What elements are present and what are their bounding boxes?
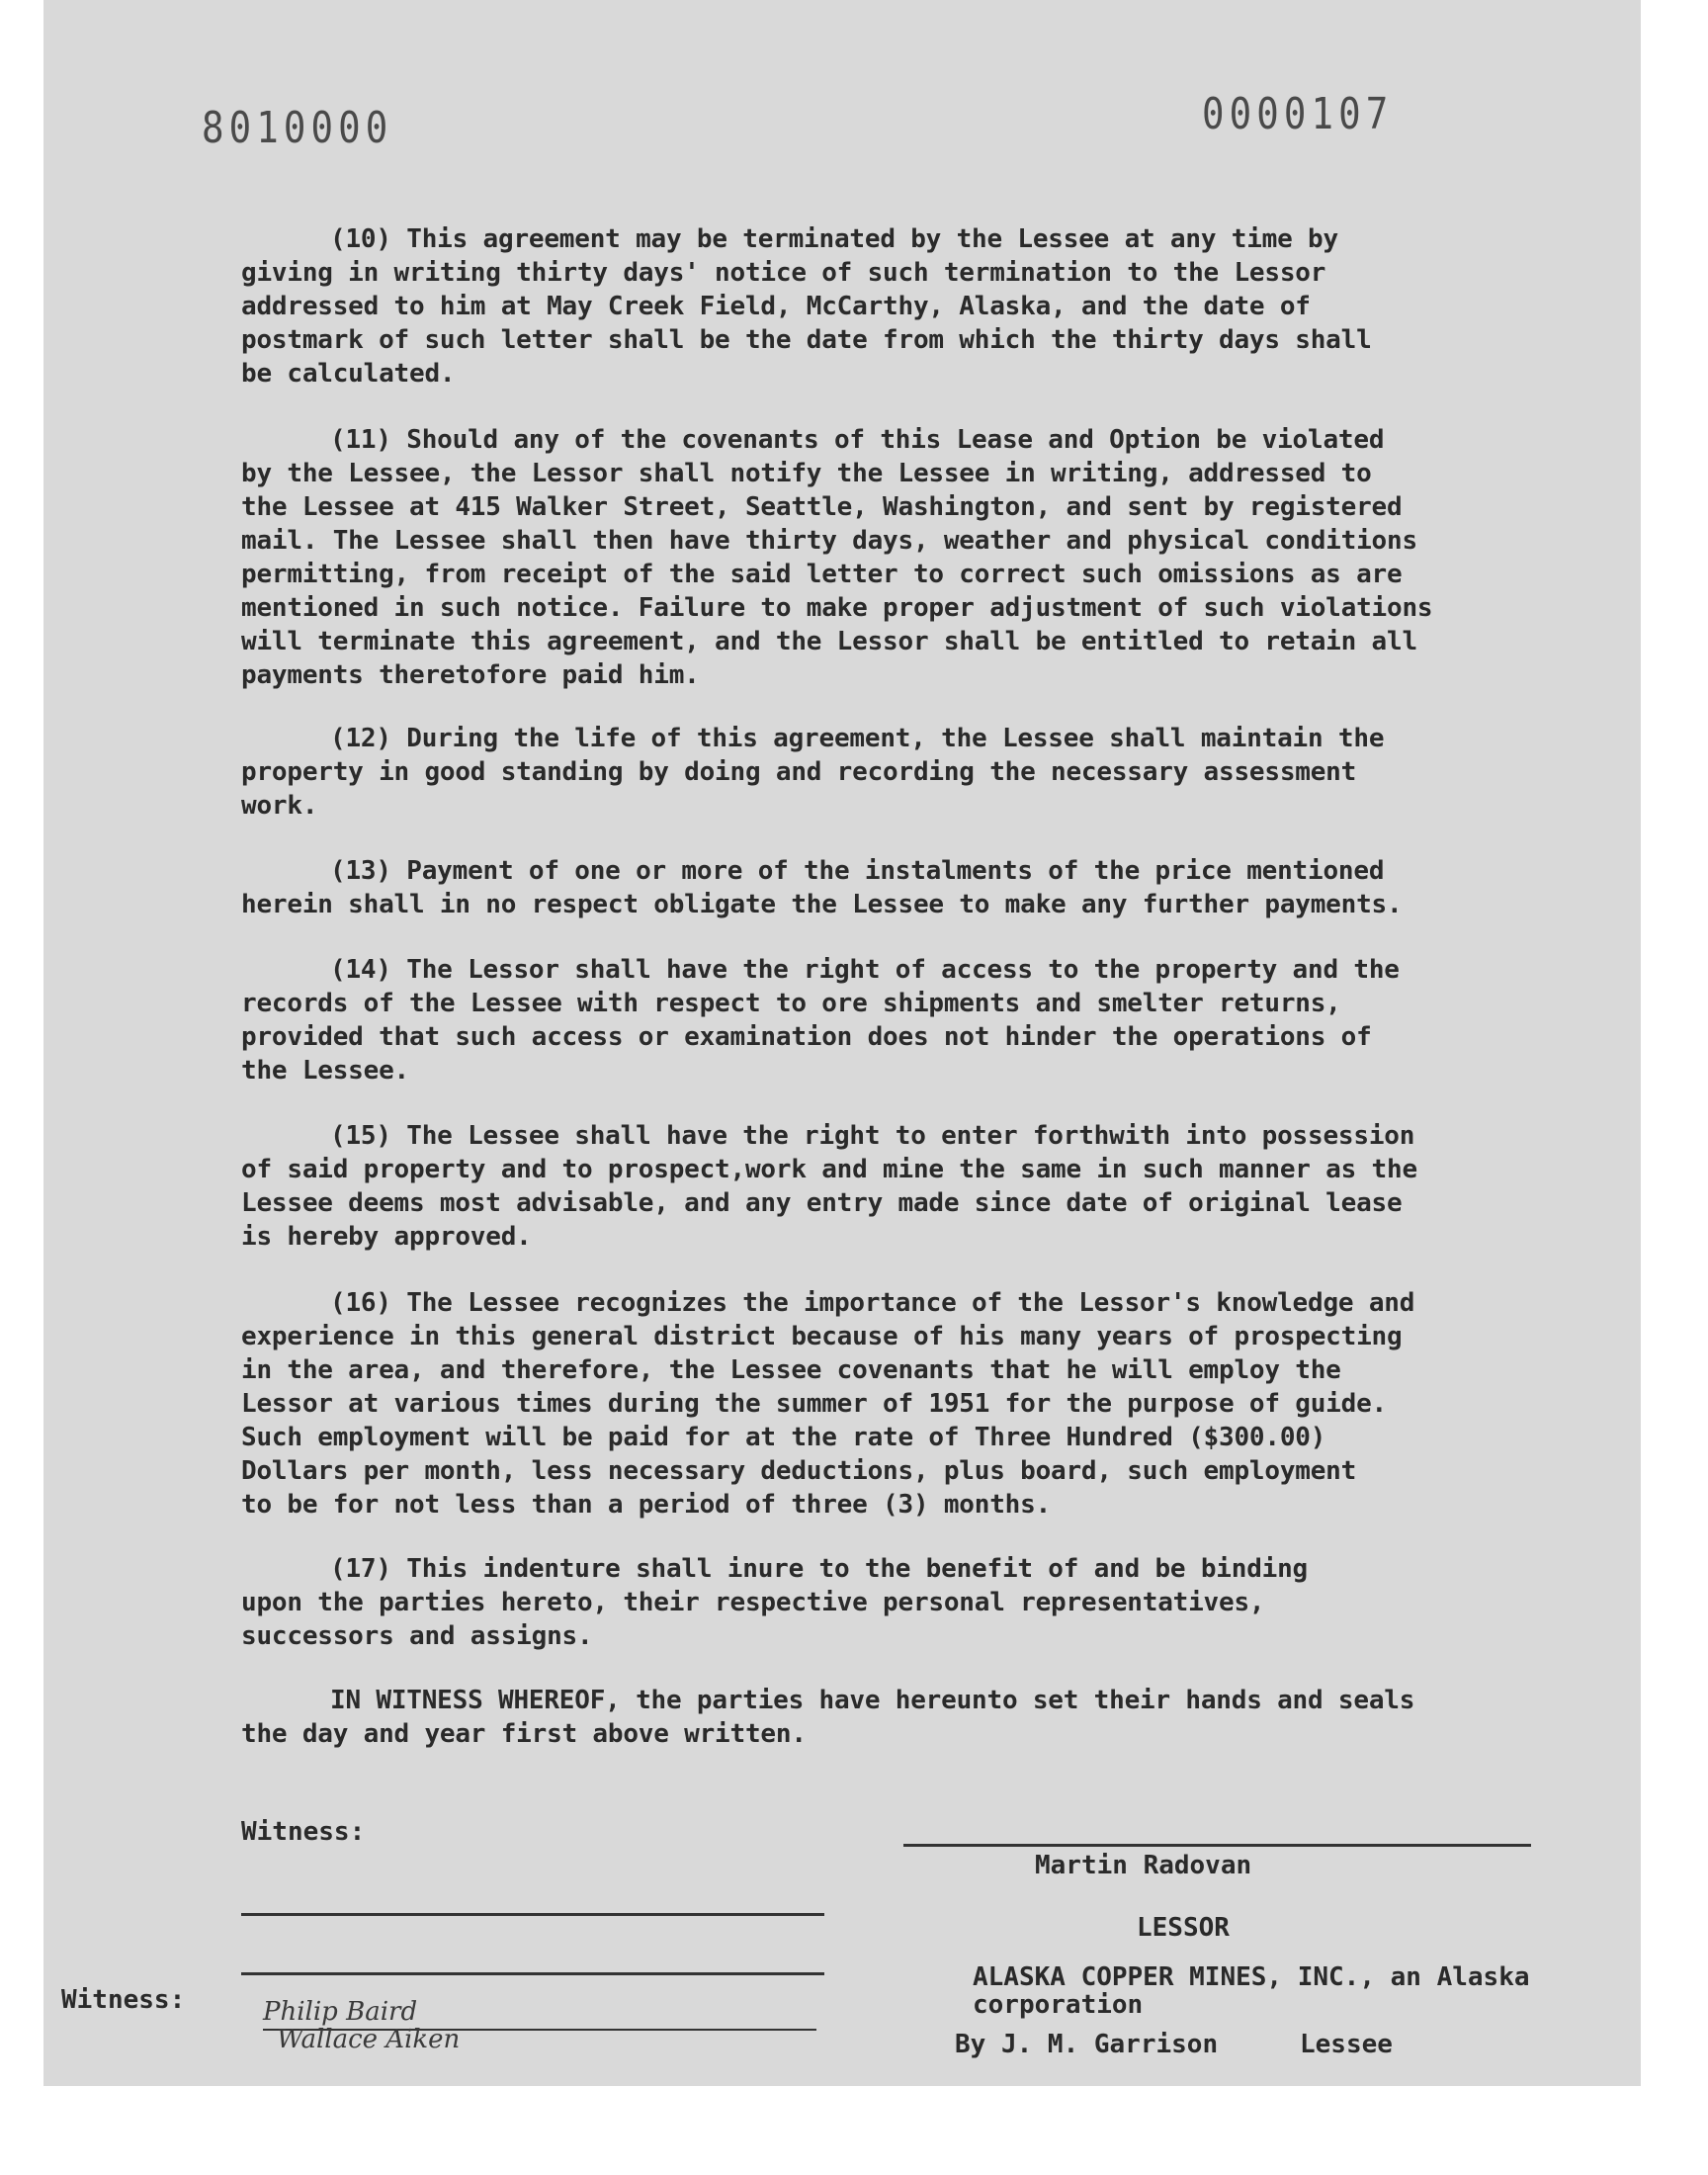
paragraph-10: (10) This agreement may be terminated by the Lessee at any time by giving in writing thirty days' notice of such termination to the Lessor addressed to him at May Creek Field, McCarthy, Alaska, and the date of postmark of such letter shall be the date from which the thirty days shall be calculated. <box>241 224 1372 389</box>
document-number-stamp-left: 8010000 <box>202 103 393 153</box>
paragraph-14: (14) The Lessor shall have the right of access to the property and the records of the Lessee with respect to ore shipments and smelter returns, provided that such access or examination does not hinder the operations of the Lessee. <box>241 955 1400 1086</box>
witness-signature-line-2 <box>241 1972 824 1975</box>
paragraph-13: (13) Payment of one or more of the instalments of the price mentioned herein shall in no respect obligate the Lessee to make any further payments. <box>241 856 1403 919</box>
witness-signature-philip-baird: Philip Baird <box>263 1997 418 2027</box>
document-page <box>43 0 1641 2086</box>
witness-signature-wallace-aiken: Wallace Aiken <box>277 2025 461 2054</box>
paragraph-17: (17) This indenture shall inure to the benefit of and be binding upon the parties hereto, their respective personal representatives, successors and assigns. <box>241 1554 1309 1651</box>
lessor-signature-line <box>903 1844 1531 1847</box>
lessee-by-line: By J. M. Garrison <box>955 2030 1219 2059</box>
page-number-stamp-right: 0000107 <box>1202 89 1394 139</box>
witness-clause: IN WITNESS WHEREOF, the parties have hereunto set their hands and seals the day and year first above written. <box>241 1686 1415 1749</box>
paragraph-15: (15) The Lessee shall have the right to enter forthwith into possession of said property and to prospect,work and mine the same in such manner as the Lessee deems most advisable, and any entry made since date of original lease is hereby approved. <box>241 1121 1417 1252</box>
paragraph-11: (11) Should any of the covenants of this Lease and Option be violated by the Lessee, the Lessor shall notify the Lessee in writing, addressed to the Lessee at 415 Walker Street, Seattle, Washington, and sent by registered mail. The Lessee shall then have thirty days, weather and physical conditions permitting, from receipt of the said letter to correct such omissions as are mentioned in such notice. Failure to make proper adjustment of such violations will terminate this agreement, and the Lessor shall be entitled to retain all payments theretofore paid him. <box>241 425 1433 690</box>
lessee-company: ALASKA COPPER MINES, INC., an Alaska corporation <box>973 1962 1530 2020</box>
lessor-name: Martin Radovan <box>1035 1851 1252 1880</box>
witness-signature-line-1 <box>241 1913 824 1916</box>
lessor-role: LESSOR <box>1137 1913 1230 1943</box>
witness-label-top: Witness: <box>241 1817 366 1847</box>
paragraph-16: (16) The Lessee recognizes the importance of the Lessor's knowledge and experience in this general district because of his many years of prospecting in the area, and therefore, the Lessee covenants that he will employ the Lessor at various times during the summer of 1951 for the purpose of guide. Such employment will be paid for at the rate of Three Hundred ($300.00) Dollars per month, less necessary deductions, plus board, such employment to be for not less than a period of three (3) months. <box>241 1288 1415 1520</box>
paragraph-12: (12) During the life of this agreement, the Lessee shall maintain the property in good standing by doing and recording the necessary assessment work. <box>241 724 1385 821</box>
witness-label-bottom: Witness: <box>61 1985 186 2015</box>
lessee-role: Lessee <box>1300 2030 1393 2059</box>
